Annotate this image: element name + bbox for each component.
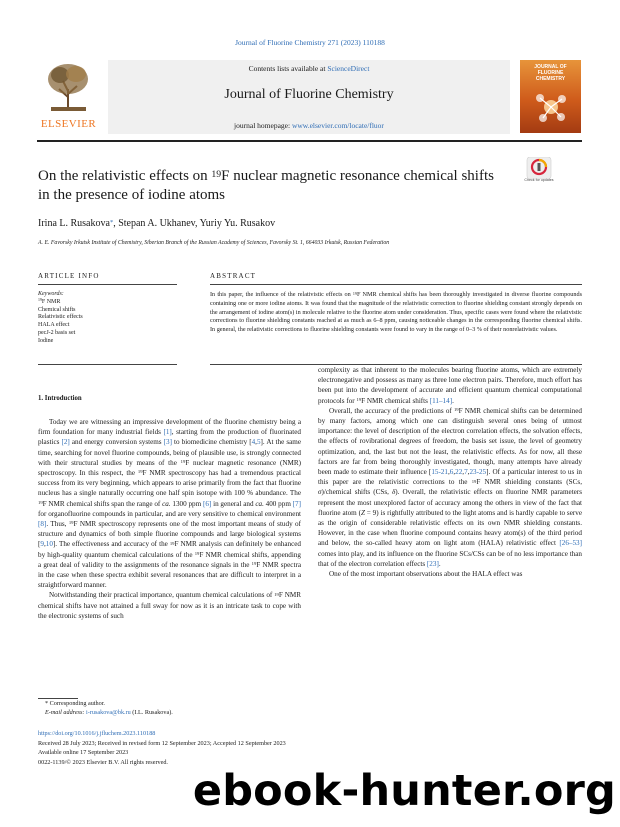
author-name[interactable]: Irina L. Rusakova <box>38 218 110 229</box>
check-for-updates-badge[interactable] <box>524 157 554 187</box>
citation-link[interactable]: 4 <box>251 438 256 447</box>
molecule-icon <box>534 90 568 124</box>
footnote-rule <box>38 698 78 699</box>
check-updates-label: Check for updates <box>524 178 554 182</box>
body-column-right <box>318 365 582 579</box>
article-info-bottom-rule <box>38 364 177 365</box>
citation-link[interactable]: [26–53] <box>559 539 582 548</box>
homepage-link[interactable]: www.elsevier.com/locate/fluor <box>291 121 384 130</box>
online-date: Available online 17 September 2023 <box>38 749 129 756</box>
sciencedirect-link[interactable]: ScienceDirect <box>327 64 370 73</box>
citation-link[interactable]: 6 <box>449 468 454 477</box>
author-affiliation: A. E. Favorsky Irkutsk Institute of Chemistry, Siberian Branch of the Russian Academy of Sciences, Favorsky St. 1, 664033 Irkutsk, Russian Federation <box>38 240 390 246</box>
keyword-item: HALA effect <box>38 322 70 329</box>
corresponding-author-note: * Corresponding author. <box>45 700 105 707</box>
body-column-left <box>38 417 301 621</box>
citation-link[interactable]: 7 <box>464 468 468 477</box>
copyright-line: 0022-1139/© 2023 Elsevier B.V. All rights reserved. <box>38 758 168 766</box>
article-info-heading: ARTICLE INFO <box>38 272 100 280</box>
citation-link[interactable]: 9 <box>40 540 44 549</box>
journal-cover[interactable] <box>520 60 581 133</box>
journal-masthead <box>108 60 510 134</box>
header-divider <box>37 140 582 142</box>
article-title: On the relativistic effects on $^{19}$F nuclear magnetic resonance chemical shifts in the presence of iodine atoms <box>38 168 494 203</box>
email-line: E-mail address: i-rusakova@bk.ru (I.L. Rusakova). <box>45 708 173 716</box>
citation-link[interactable]: [2] <box>61 438 70 447</box>
body-paragraph: complexity as that inherent to the molecules bearing fluorine atoms, which are extremely electronegative and possess as many as three lone electron pairs. Therefore, much effort has been put into the development of accurate and efficient quantum chemical computational protocols for $^{19}$F NMR chemical shifts [11–14]. <box>318 366 582 405</box>
body-paragraph: Notwithstanding their practical importance, quantum chemical calculations of $^{19}$F NMR chemical shifts have not attained a full sway for now as it is an intricate task to cope with the electronic systems of such <box>38 591 302 620</box>
citation-link[interactable]: [7] <box>292 499 301 508</box>
journal-citation[interactable]: Journal of Fluorine Chemistry 271 (2023) 110188 <box>235 38 385 47</box>
elsevier-wordmark: ELSEVIER <box>40 118 97 130</box>
elsevier-tree-icon <box>45 61 92 113</box>
citation-link[interactable]: 15-21 <box>431 468 448 477</box>
abstract-rule <box>210 284 582 285</box>
footnote <box>45 700 305 718</box>
keyword-item: Chemical shifts <box>38 306 76 313</box>
citation-link[interactable]: [6] <box>202 499 212 508</box>
keywords-label: Keywords: <box>38 291 64 297</box>
keyword-item: Iodine <box>38 337 54 344</box>
article-info-rule <box>38 284 177 285</box>
citation-link[interactable]: 10 <box>45 540 53 549</box>
keyword-item: $^{19}$F NMR <box>38 298 61 305</box>
contents-line: Contents lists available at ScienceDirect <box>248 64 370 73</box>
watermark: ebook-hunter.org <box>192 766 616 816</box>
citation-link[interactable]: [23] <box>426 559 439 568</box>
abstract-heading: ABSTRACT <box>210 272 257 280</box>
homepage-line: journal homepage: www.elsevier.com/locate/fluor <box>234 121 384 130</box>
elsevier-logo <box>37 61 100 134</box>
doi-link[interactable]: https://doi.org/10.1016/j.jfluchem.2023.110188 <box>38 730 156 737</box>
citation-link[interactable]: [8] <box>38 520 47 529</box>
email-link[interactable]: i-rusakova@bk.ru <box>86 708 131 716</box>
keywords-list <box>38 291 177 346</box>
citation-link[interactable]: 23-25 <box>469 468 487 477</box>
keyword-item: Relativistic effects <box>38 314 83 321</box>
check-updates-icon <box>524 157 554 179</box>
citation-link[interactable]: [11–14] <box>429 396 453 405</box>
keyword-item: pecJ-2 basis set <box>38 329 76 336</box>
corresponding-author-mark[interactable]: * <box>109 218 114 226</box>
section-heading: 1. Introduction <box>38 395 82 402</box>
journal-title: Journal of Fluorine Chemistry <box>224 87 394 102</box>
author-list: Irina L. Rusakova*, Stepan A. Ukhanev, Yuriy Yu. Rusakov <box>38 218 276 229</box>
received-dates: Received 28 July 2023; Received in revised form 12 September 2023; Accepted 12 September 2023 <box>38 739 286 747</box>
cover-title: JOURNAL OF FLUORINE CHEMISTRY <box>534 64 567 82</box>
body-paragraph: Overall, the accuracy of the predictions of $^{19}$F NMR chemical shifts can be determined by many factors, among which one can distinguish several ones being of utmost importance: the level of description of the electron correlation effects, the solvation effects, the effects of rovibrational degrees of freedom, the basis set issue, the level of geometry optimization, and, the last but not the least, the relativistic effects. As for now, all these factors are far from being thoroughly investigated, though, many attempts have already been made to estimate their influence [15-21,6,22,7,23-25]. Of a particular interest to us in this paper are the relativistic corrections to the $^{19}$F NMR shielding constants (SCs, σ)/chemical shifts (CSs, δ). Overall, the relativistic effects on fluorine NMR parameters represent the most unexplored factor of accuracy among the others in view of the fact that fluorine atom (Z = 9) is rightfully attributed to the light atoms and is hardly capable to serve as the origin of considerable relativistic effects on its own NMR shielding constants. However, in the case when fluorine compound contains heavy atom(s) of the third period and below, the so-called heavy atom on light atom (HALA) relativistic effect [26–53] comes into play, and its influence on the fluorine SCs/CSs can be of no less importance than that of the electron correlation effects [23]. <box>318 406 583 568</box>
citation-link[interactable]: 5 <box>256 438 261 447</box>
abstract-text: In this paper, the influence of the relativistic effects on $^{19}$F NMR chemical shifts has been thoroughly investigated in diverse fluorine compounds containing one or more iodine atoms. It was found that the magnitude of the relativistic correction to fluorine shielding constant strongly depends on the arrangement of iodine atom(s) in molecule relative to the fluorine atom under consideration. Thus, specific cases were found where the relativistic corrections to fluorine shielding constants reached at as much as 6–8 ppm, causing noticeable changes in the corresponding fluorine chemical shifts. In general, the relativistic corrections to fluorine shielding constants were found to vary in the range of 0–3 % of their nonrelativistic values. <box>210 290 582 333</box>
citation-link[interactable]: 22 <box>455 468 463 477</box>
body-paragraph: One of the most important observations about the HALA effect was <box>329 570 523 579</box>
body-paragraph: Today we are witnessing an impressive development of the fluorine chemistry being a firm foundation for many industrial fields [1], starting from the production of fluorinated plastics [2] and energy conversion systems [3] to biomedicine chemistry [4,5]. At the same time, searching for novel fluorine compounds, being of plausible use, is strongly connected with their structural studies by means of the $^{19}$F nuclear magnetic resonance (NMR) spectroscopy. In this respect, the $^{19}$F NMR spectroscopy has had a tremendous practical success from its very beginning, which appears to arise primarily from the fact that fluorine nucleus has a single naturally occurring one half spin isotope with 100 % abundance. The $^{19}$F NMR chemical shifts span the range of ca. 1300 ppm [6] in general and ca. 400 ppm [7] for organofluorine compounds in particular, and are very sensitive to chemical environment [8]. Thus, $^{19}$F NMR spectroscopy represents one of the most important means of study of structure and dynamics of both simple fluorine compounds and large biological systems [9,10]. The effectiveness and accuracy of the $^{19}$F NMR analysis can definitely be enhanced by high-quality quantum chemical calculations of the $^{19}$F NMR chemical shifts, appending a great deal of validity to the assignments of the resonance signals in the $^{19}$F NMR spectra in the case when these spectra exhibit several resonances that are difficult to interpret in a straightforward manner. <box>38 418 302 590</box>
citation-link[interactable]: [1] <box>163 428 172 437</box>
publication-info <box>38 729 398 767</box>
citation-link[interactable]: [3] <box>163 438 172 447</box>
